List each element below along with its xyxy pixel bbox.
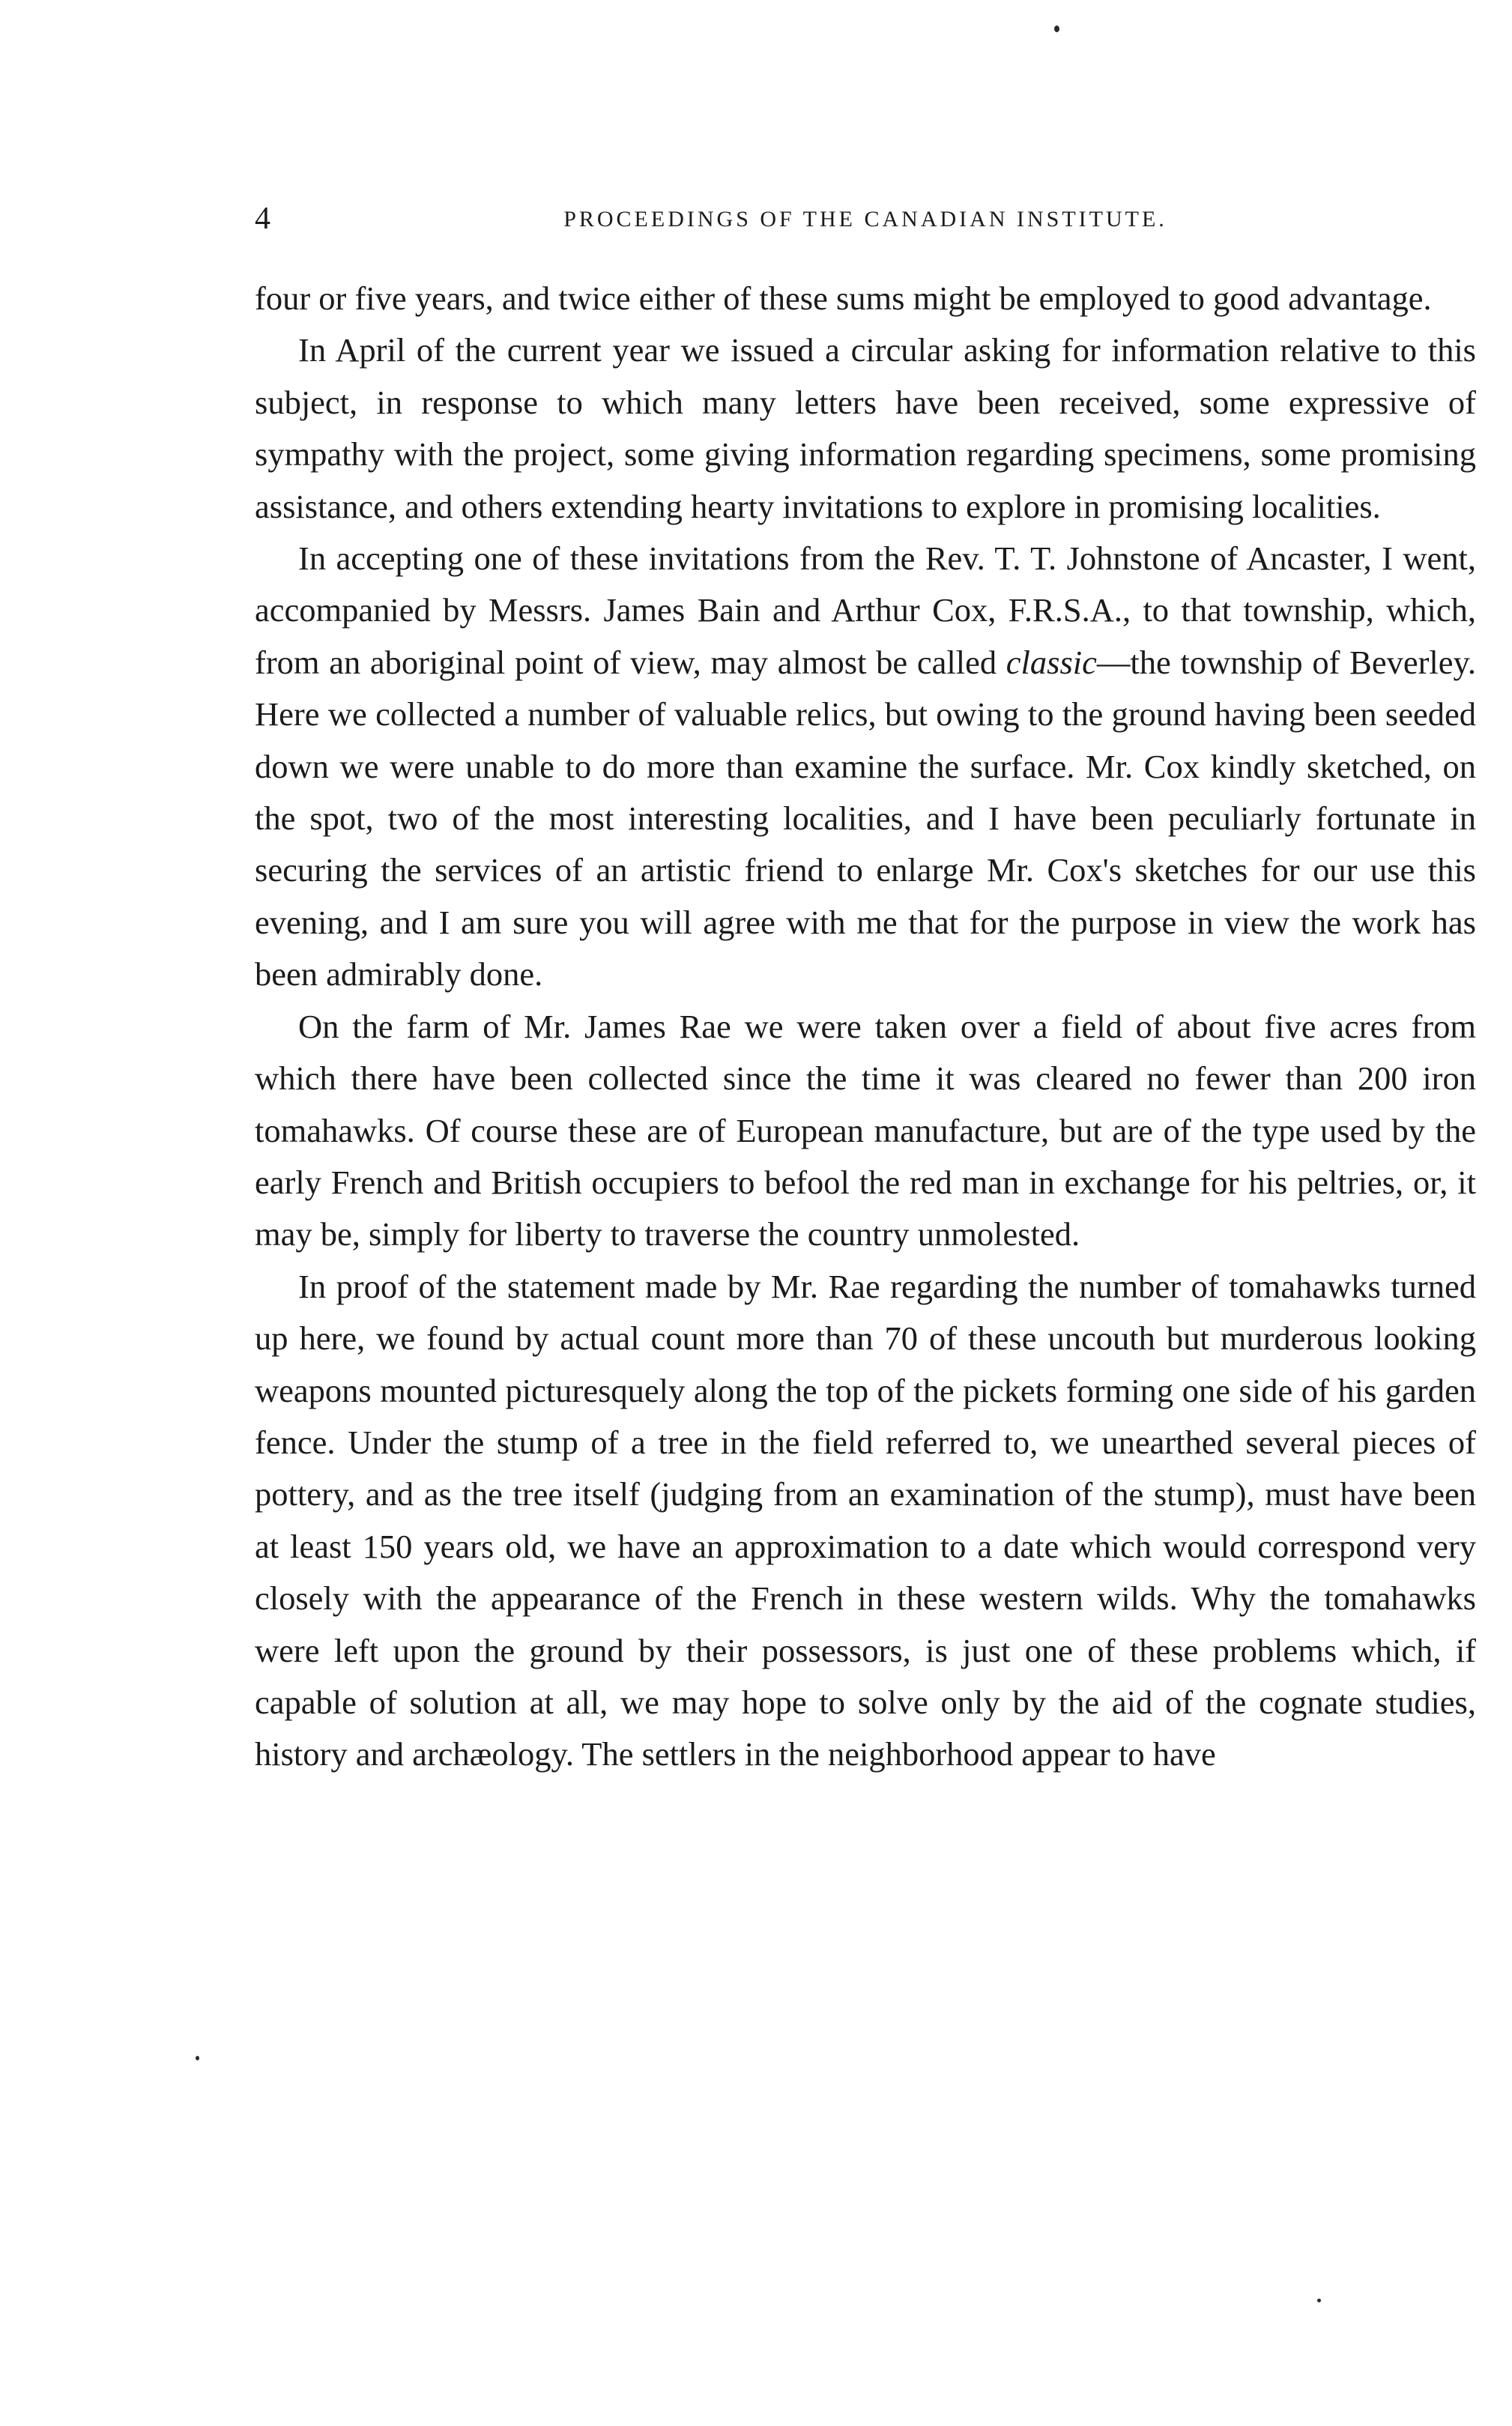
paragraph-5-text: In proof of the statement made by Mr. Rae regarding the number of tomahawks turned up here, we found by actual count more than 70 of these uncouth but murderous looking weapons mounted picturesquely along the top of the pickets forming one side of his garden fence. Under the stump of a tree in the field referred to, we unearthed several pieces of pottery, and as the tree itself (judging from an examination of the stump), must have been at least 150 years old, we have an approximation to a date which would correspond very closely with the appearance of the French in these western wilds. Why the tomahawks were left upon the ground by their possessors, is just one of these problems which, if capable of solution at all, we may hope to solve only by the aid of the cognate studies, history and archæology. The settlers in the neighborhood appear to have xyxy=(255,1267,1476,1773)
book-page xyxy=(255,196,1476,1781)
paragraph-2-text: In April of the current year we issued a circular asking for information relative to this subject, in response to which many letters have been received, some expressive of sympathy with the project, some giving information regarding specimens, some promising assistance, and others extending hearty invitations to explore in promising localities. xyxy=(255,331,1476,525)
paragraph-2 xyxy=(255,324,1476,533)
paragraph-4-text: On the farm of Mr. James Rae we were taken over a field of about five acres from which there have been collected since the time it was cleared no fewer than 200 iron tomahawks. Of course these are of European manufacture, but are of the type used by the early French and British occupiers to befool the red man in exchange for his peltries, or, it may be, simply for liberty to traverse the country unmolested. xyxy=(255,1007,1476,1253)
print-speck xyxy=(1317,2299,1321,2302)
paragraph-3-emphasis: classic xyxy=(1006,643,1097,681)
paragraph-1 xyxy=(255,273,1476,324)
page-number: 4 xyxy=(255,202,270,236)
paragraph-5 xyxy=(255,1261,1476,1781)
running-head xyxy=(255,196,1476,249)
paragraph-3 xyxy=(255,533,1476,1001)
paragraph-1-text: four or five years, and twice either of these sums might be employed to good advantage. xyxy=(255,279,1432,317)
print-speck xyxy=(1054,25,1059,32)
print-speck xyxy=(196,2056,199,2060)
paragraph-3-text-end: —the township of Beverley. Here we collected a number of valuable relics, but owing to the ground having been seeded down we were unable to do more than examine the surface. Mr. Cox kindly sketched, on the spot, two of the most interesting localities, and I have been peculiarly fortunate in securing the services of an artistic friend to enlarge Mr. Cox's sketches for our use this evening, and I am sure you will agree with me that for the purpose in view the work has been admirably done. xyxy=(255,643,1477,993)
paragraph-4 xyxy=(255,1001,1476,1261)
running-title: PROCEEDINGS OF THE CANADIAN INSTITUTE. xyxy=(563,207,1167,232)
paragraph-3-text-start: In accepting one of these invitations from the Rev. T. T. Johnstone of Ancaster, I went, accompanied by Messrs. James Bain and Arthur Cox, F.R.S.A., to that township, which, from an aboriginal point of view, may almost be called xyxy=(255,539,1476,681)
